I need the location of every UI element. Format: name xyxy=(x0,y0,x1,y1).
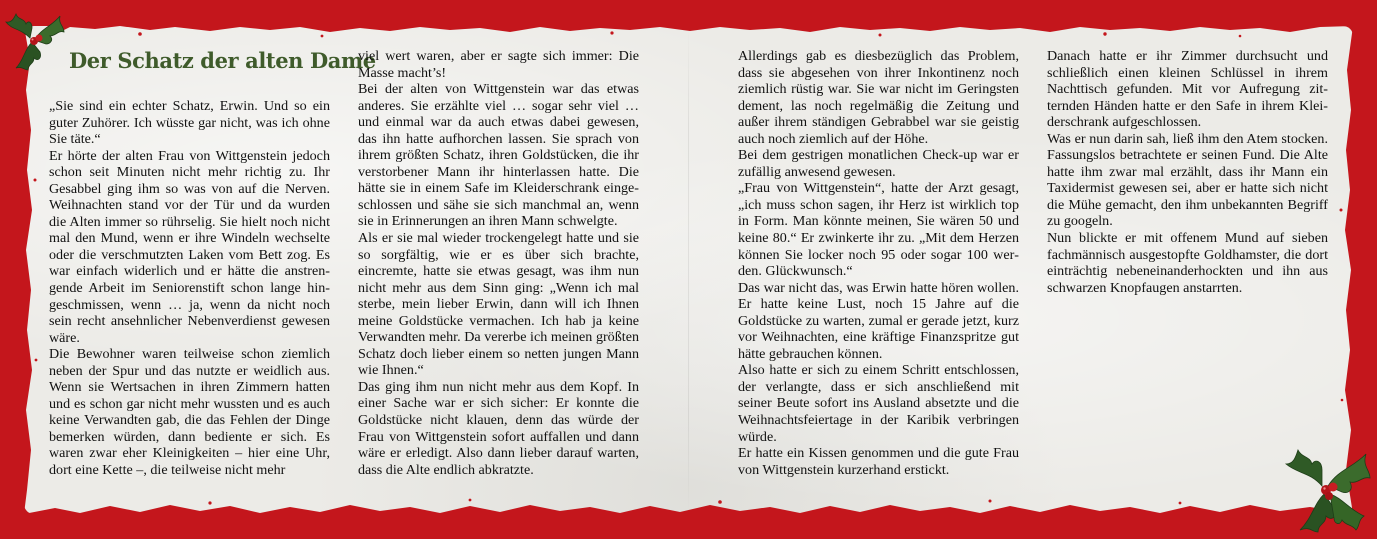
holly-icon xyxy=(2,8,66,72)
paragraph: Was er nun darin sah, ließ ihm den Atem stocken. Fassungslos betrachtete er seinen Fund. Die Alte hatte ihm zwar mal erzählt, dass ihr Mann ein Taxidermist gewesen sei, aber er hatte sich nicht die Mühe gemacht, den ihm unbekannten Begriff zu googeln. xyxy=(1047,130,1328,230)
holly-icon xyxy=(1276,442,1372,534)
paragraph: „Sie sind ein echter Schatz, Erwin. Und so ein guter Zuhörer. Ich wüsste gar nicht, was ich ohne Sie täte.“ xyxy=(49,98,330,148)
paragraph: Also hatte er sich zu einem Schritt entschlossen, der verlangte, dass er sich anschließend mit seiner Beute sofort ins Ausland absetzte und die Weihnachtsfeiertage in der Karibik verbringen würde. xyxy=(738,362,1019,445)
paragraph: Danach hatte er ihr Zimmer durchsucht und schließlich einen kleinen Schlüssel in ihrem Nachttisch gefunden. Mit vor Aufregung zitternden Händen hatte er den Safe in ihrem Kleiderschrank aufgeschlossen. xyxy=(1047,48,1328,131)
paragraph: Das war nicht das, was Erwin hatte hören wollen. Er hatte keine Lust, noch 15 Jahre auf die Goldstücke zu warten, zumal er gerade jetzt, kurz vor Weihnachten, eine kräftige Finanzspritze gut hätte gebrauchen können. xyxy=(738,279,1019,362)
paragraph: Allerdings gab es diesbezüglich das Problem, dass sie abgesehen von ihrer Inkontinenz noch ziemlich rüstig war. Sie war nicht im Geringsten dement, las noch regelmäßig die Zeitung und außer ihrem ständigen Gebrabbel war sie geistig auch noch ziemlich auf der Höhe. xyxy=(738,48,1019,147)
paragraph: Das ging ihm nun nicht mehr aus dem Kopf. In einer Sache war er sich sicher: Er konnte die Goldstücke nicht klauen, denn das würde der Frau von Wittgenstein sofort auffallen und dann wäre er erledigt. Also dann lieber darauf warten, dass die Alte endlich abkratzte. xyxy=(358,378,639,478)
page-gutter xyxy=(688,26,689,514)
paragraph: Die Bewohner waren teilweise schon ziemlich neben der Spur und das nutzte er weidlich aus. Wenn sie Wertsachen in ihren Zimmern hatten und es schon gar nicht mehr wussten und es auch keine Verwandten gab, die das Fehlen der Dinge bemerken würden, dann bediente er sich. Es waren zwar eher Kleinigkeiten – hier eine Uhr, dort eine Kette –, die teilweise nicht mehr xyxy=(49,346,330,479)
text-column-4 xyxy=(1047,48,1328,296)
text-column-2 xyxy=(358,48,639,478)
paragraph: „Frau von Wittgenstein“, hatte der Arzt gesagt, „ich muss schon sagen, ihr Herz ist wirklich top in Form. Man könnte meinen, Sie wären 50 und keine 80.“ Er zwinkerte ihr zu. „Mit dem Herzen können Sie locker noch 95 oder sogar 100 werden. Glückwunsch.“ xyxy=(738,180,1019,280)
paragraph: Er hatte ein Kissen genommen und die gute Frau von Wittgenstein kurzerhand erstickt. xyxy=(738,445,1019,478)
text-column-3 xyxy=(738,48,1019,478)
paragraph: Bei dem gestrigen monatlichen Check-up war er zufällig anwesend gewesen. xyxy=(738,147,1019,180)
paragraph: Als er sie mal wieder trockengelegt hatte und sie so sorgfältig, wie er es über sich brachte, eincremte, hatte sie etwas gesagt, was ihm nun nicht mehr aus dem Sinn ging: „Wenn ich mal sterbe, mein lieber Erwin, dann will ich Ihnen meine Goldstücke vermachen. Ich hab ja keine Verwandten mehr. Da vererbe ich meinen größten Schatz doch lieber einem so netten jungen Mann wie Ihnen.“ xyxy=(358,230,639,379)
paragraph: Er hörte der alten Frau von Wittgenstein jedoch schon seit Minuten nicht mehr richtig zu. Ihr Gesabbel ging ihm so was von auf die Nerven. Weihnachten stand vor der Tür und da wurden die Alten immer so rührselig. Sie hielt noch nicht mal den Mund, wenn er ihre Windeln wechselte oder die verschmutzten Laken vom Bett zog. Es war einfach widerlich und er hätte die anstrengende Arbeit im Seniorenstift schon lange hingeschmissen, wenn … ja, wenn da nicht noch sein recht ansehnlicher Nebenverdienst gewesen wäre. xyxy=(49,147,330,346)
paragraph: viel wert waren, aber er sagte sich immer: Die Masse macht’s! xyxy=(358,48,639,81)
article-title: Der Schatz der alten Dame xyxy=(69,48,376,73)
text-column-1 xyxy=(49,98,330,479)
paragraph: Nun blickte er mit offenem Mund auf sieben fachmännisch ausgestopfte Goldhamster, die dort einträchtig nebeneinanderhockten und ihn aus schwarzen Knopfaugen anstarrten. xyxy=(1047,230,1328,296)
paragraph: Bei der alten von Wittgenstein war das etwas anderes. Sie erzählte viel … sogar sehr viel … und einmal war da auch etwas dabei gewesen, das ihn hatte aufhorchen lassen. Sie sprach von ihrem größten Schatz, ihren Goldstücken, die ihr verstorbener Mann ihr hinterlassen hatte. Die hätte sie in einem Safe im Kleiderschrank eingeschlossen und sähe sie sich manchmal an, wenn sie in Erinnerungen an ihren Mann schwelgte. xyxy=(358,81,639,230)
